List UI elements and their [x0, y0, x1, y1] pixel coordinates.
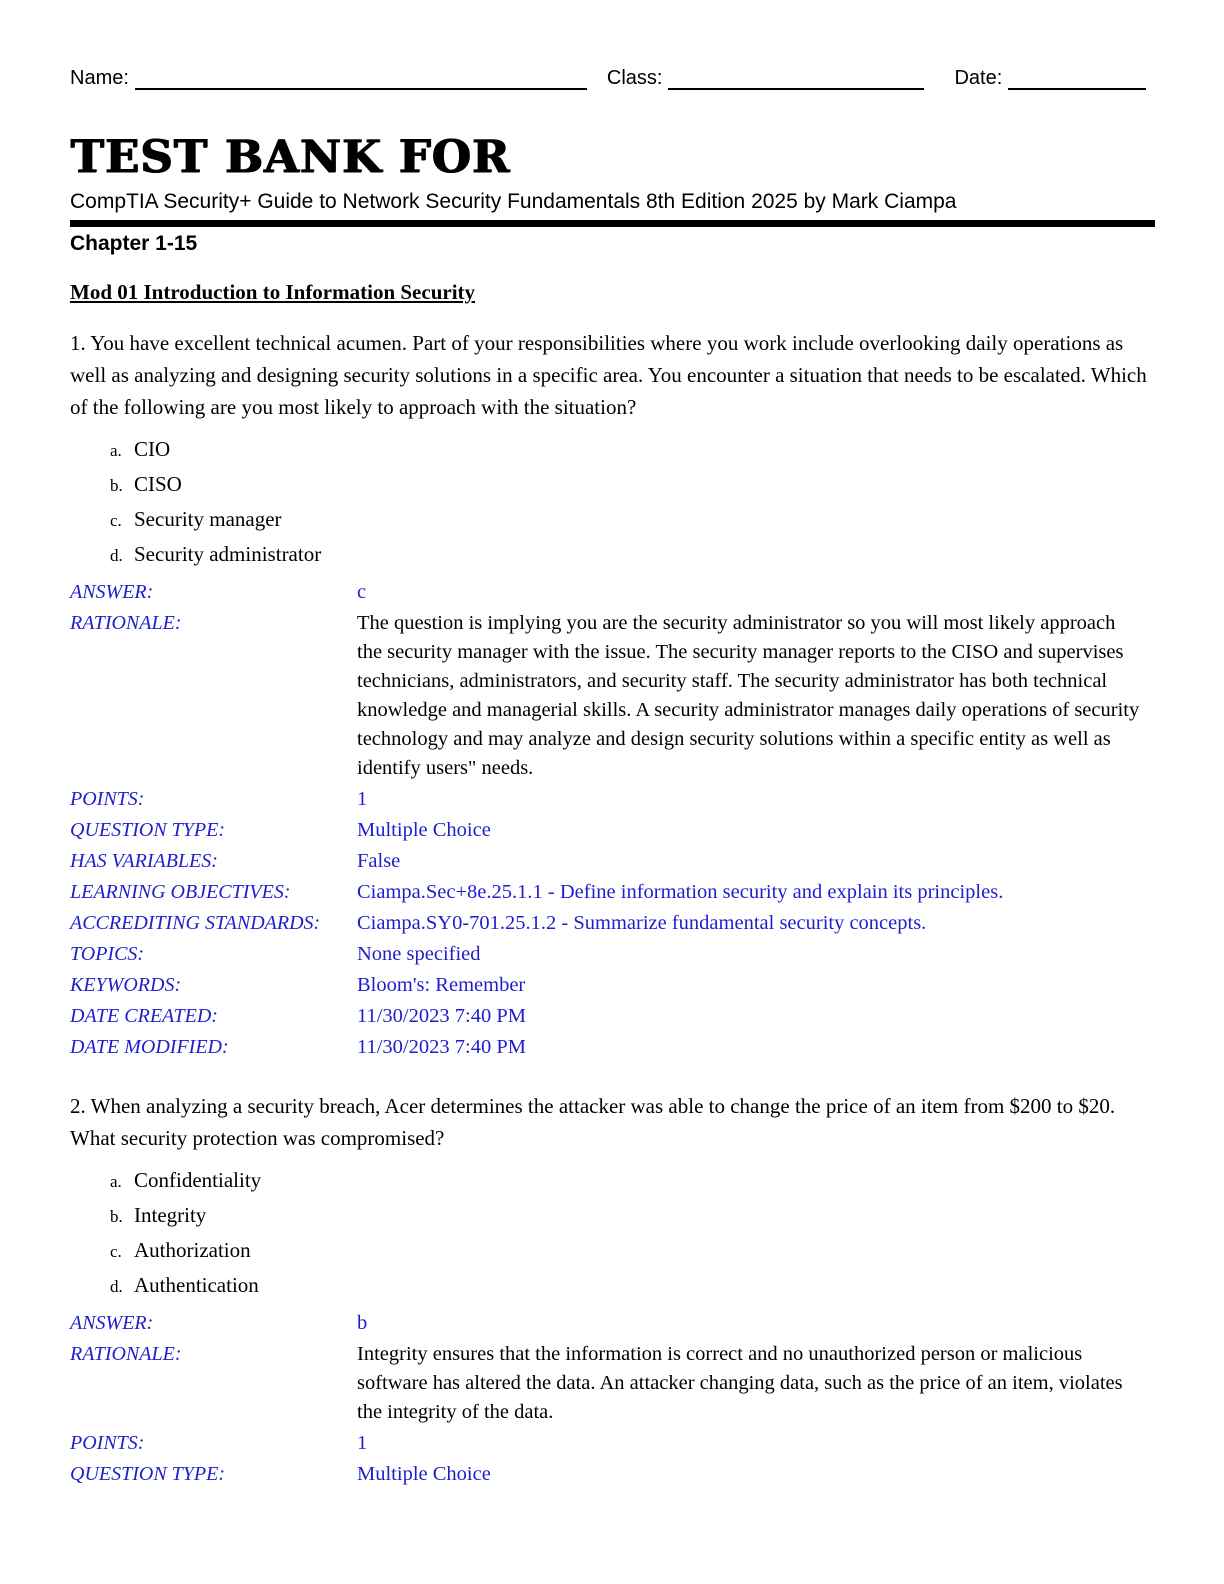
form-header	[70, 64, 1155, 90]
option-d	[110, 543, 1155, 567]
option-d	[110, 1274, 1155, 1298]
option-a	[110, 1169, 1155, 1193]
meta-label: TOPICS:	[70, 943, 145, 965]
question-type-value: Multiple Choice	[357, 819, 491, 841]
option-c	[110, 508, 1155, 532]
question-1-metadata	[70, 578, 1155, 1062]
class-blank-line	[668, 64, 924, 90]
answer-value: c	[357, 581, 367, 603]
meta-row-rationale	[70, 609, 1155, 783]
keywords-value: Bloom's: Remember	[357, 974, 526, 996]
answer-value: b	[357, 1312, 368, 1334]
meta-row-keywords	[70, 971, 1155, 1000]
meta-row-question-type	[70, 1460, 1155, 1489]
meta-label: ANSWER:	[70, 581, 154, 603]
question-1-options	[70, 438, 1155, 567]
date-blank-line	[1008, 64, 1146, 90]
meta-row-topics	[70, 940, 1155, 969]
question-type-value: Multiple Choice	[357, 1463, 491, 1485]
topics-value: None specified	[357, 943, 481, 965]
meta-label: ANSWER:	[70, 1312, 154, 1334]
document-title: TEST BANK FOR	[70, 130, 510, 183]
option-letter: d.	[110, 546, 123, 565]
meta-label: ACCREDITING STANDARDS:	[70, 912, 321, 934]
question-2-options	[70, 1169, 1155, 1298]
chapter-heading: Chapter 1-15	[70, 232, 198, 255]
meta-row-points	[70, 1429, 1155, 1458]
meta-row-question-type	[70, 816, 1155, 845]
class-label: Class:	[606, 67, 663, 89]
date-created-value: 11/30/2023 7:40 PM	[357, 1005, 526, 1027]
option-letter: c.	[110, 1242, 122, 1261]
option-text: Authorization	[134, 1238, 251, 1262]
option-text: CISO	[134, 472, 182, 496]
meta-row-points	[70, 785, 1155, 814]
question-2-text: 2. When analyzing a security breach, Acer determines the attacker was able to change the price of an item from $200 to $20. What security protection was compromised?	[70, 1094, 1116, 1150]
meta-label: KEYWORDS:	[70, 974, 182, 996]
meta-label: DATE CREATED:	[70, 1005, 218, 1027]
option-text: CIO	[134, 437, 171, 461]
meta-row-learning-objectives	[70, 878, 1155, 907]
meta-label: RATIONALE:	[70, 612, 182, 634]
has-variables-value: False	[357, 850, 401, 872]
meta-row-rationale	[70, 1340, 1155, 1427]
option-letter: c.	[110, 511, 122, 530]
meta-row-date-created	[70, 1002, 1155, 1031]
meta-label: DATE MODIFIED:	[70, 1036, 229, 1058]
question-1	[70, 327, 1155, 1062]
points-value: 1	[357, 788, 368, 810]
meta-row-accrediting-standards	[70, 909, 1155, 938]
accrediting-standards-value: Ciampa.SY0-701.25.1.2 - Summarize fundamental security concepts.	[357, 912, 927, 934]
date-modified-value: 11/30/2023 7:40 PM	[357, 1036, 526, 1058]
name-blank-line	[135, 64, 587, 90]
meta-label: RATIONALE:	[70, 1343, 182, 1365]
option-b	[110, 473, 1155, 497]
rationale-text: Integrity ensures that the information is correct and no unauthorized person or malicious software has altered the data. An attacker changing data, such as the price of an item, violates the integrity of the data.	[357, 1343, 1123, 1423]
option-text: Confidentiality	[134, 1168, 262, 1192]
meta-label: QUESTION TYPE:	[70, 819, 226, 841]
question-2	[70, 1090, 1155, 1489]
option-letter: d.	[110, 1277, 123, 1296]
learning-objectives-value: Ciampa.Sec+8e.25.1.1 - Define information security and explain its principles.	[357, 881, 1004, 903]
divider-bar	[70, 220, 1155, 227]
meta-row-has-variables	[70, 847, 1155, 876]
meta-label: LEARNING OBJECTIVES:	[70, 881, 291, 903]
option-text: Integrity	[134, 1203, 207, 1227]
option-c	[110, 1239, 1155, 1263]
meta-label: HAS VARIABLES:	[70, 850, 218, 872]
option-letter: b.	[110, 476, 123, 495]
option-b	[110, 1204, 1155, 1228]
option-text: Security manager	[134, 507, 282, 531]
points-value: 1	[357, 1432, 368, 1454]
meta-row-answer	[70, 1309, 1155, 1338]
meta-row-date-modified	[70, 1033, 1155, 1062]
section-heading: Mod 01 Introduction to Information Security	[70, 280, 476, 304]
meta-label: QUESTION TYPE:	[70, 1463, 226, 1485]
question-2-metadata	[70, 1309, 1155, 1489]
meta-row-answer	[70, 578, 1155, 607]
option-text: Authentication	[134, 1273, 259, 1297]
meta-label: POINTS:	[70, 788, 145, 810]
option-letter: a.	[110, 1172, 122, 1191]
option-text: Security administrator	[134, 542, 322, 566]
name-label: Name:	[70, 67, 129, 89]
meta-label: POINTS:	[70, 1432, 145, 1454]
date-label: Date:	[954, 67, 1003, 89]
option-a	[110, 438, 1155, 462]
option-letter: a.	[110, 441, 122, 460]
question-1-text: 1. You have excellent technical acumen. Part of your responsibilities where you work include overlooking daily operations as well as analyzing and designing security solutions in a specific area. You encounter a situation that needs to be escalated. Which of the following are you most likely to approach with the situation?	[70, 331, 1147, 419]
document-subtitle: CompTIA Security+ Guide to Network Security Fundamentals 8th Edition 2025 by Mark Ciampa	[70, 190, 957, 213]
option-letter: b.	[110, 1207, 123, 1226]
rationale-text: The question is implying you are the security administrator so you will most likely approach the security manager with the issue. The security manager reports to the CISO and supervises technicians, administrators, and security staff. The security administrator has both technical knowledge and managerial skills. A security administrator manages daily operations of security technology and may analyze and design security solutions within a specific entity as well as identify users" needs.	[357, 612, 1140, 779]
